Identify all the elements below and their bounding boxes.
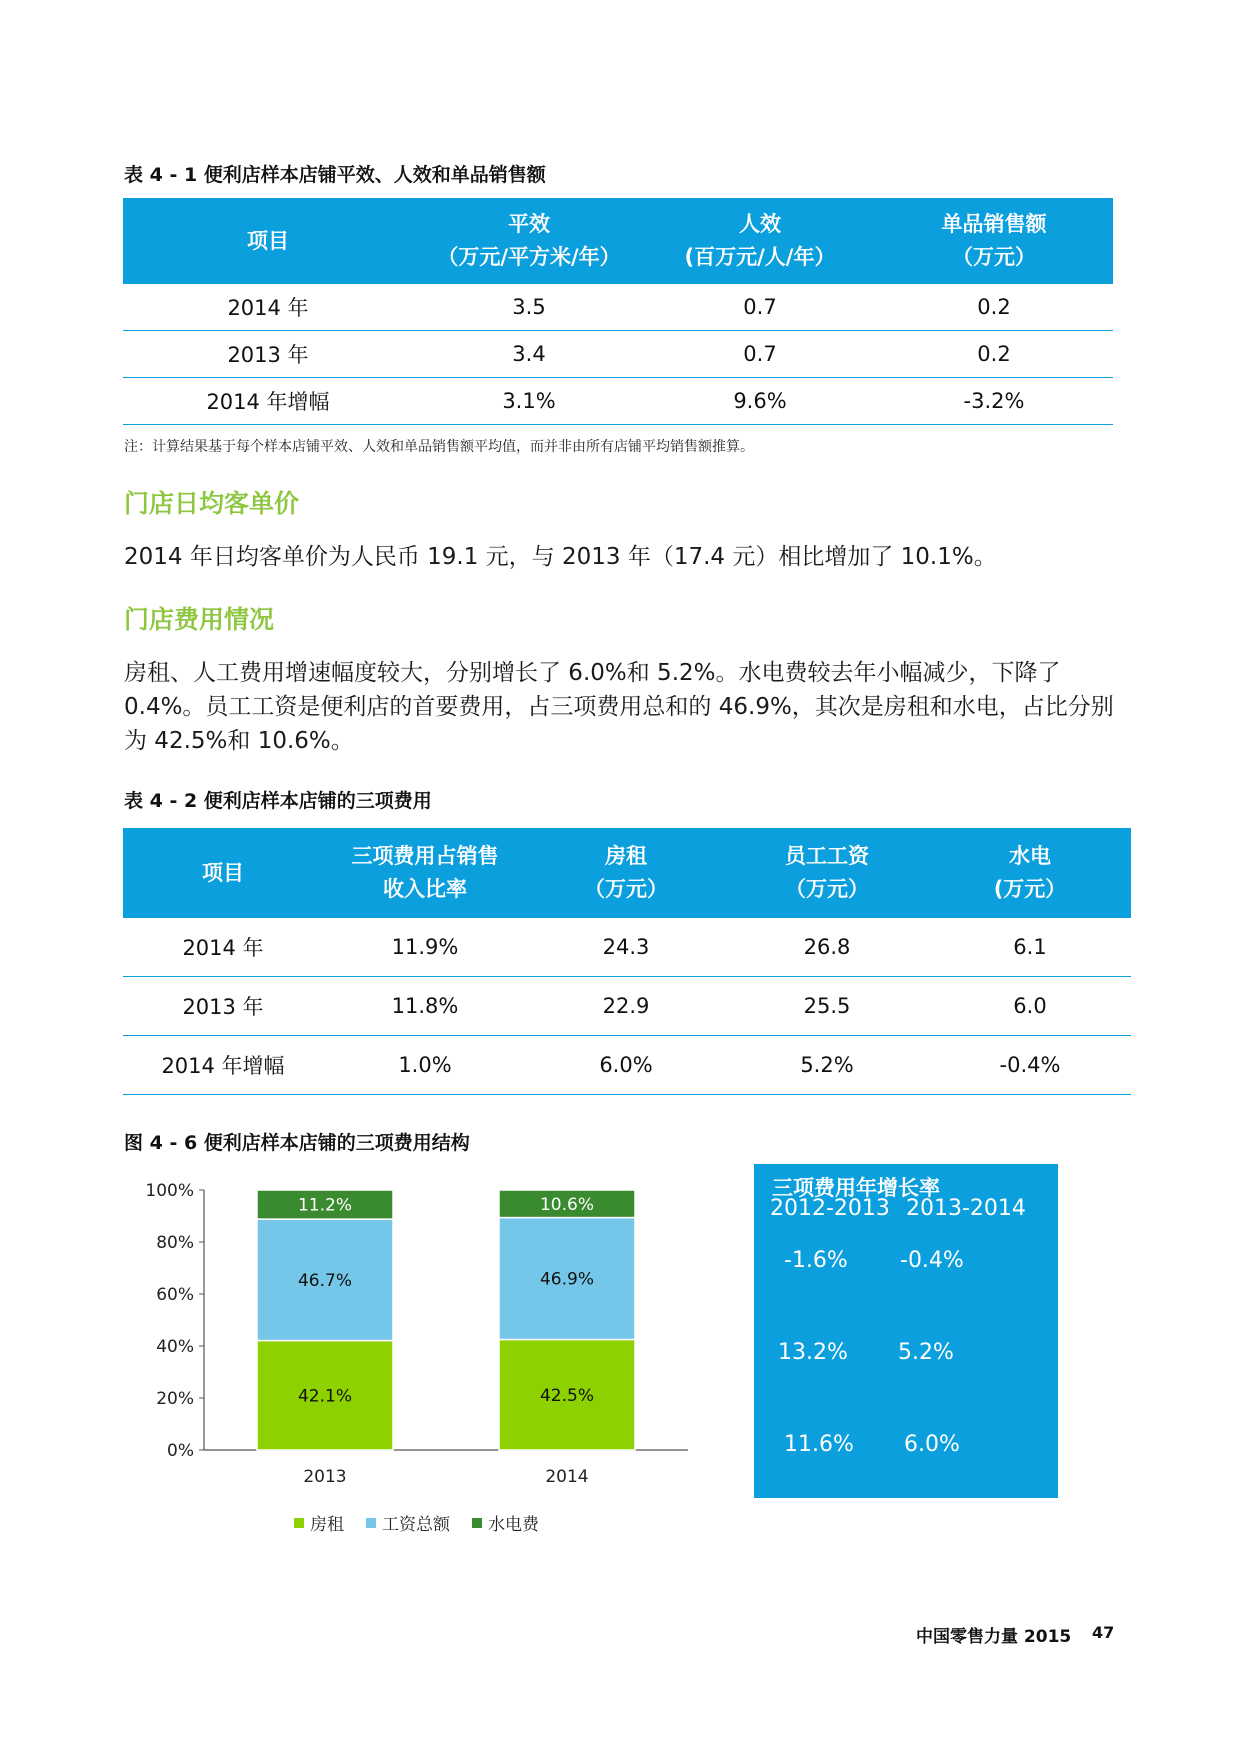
table-cell: 0.7 — [645, 284, 875, 331]
growth-value: 6.0% — [904, 1432, 960, 1457]
table-cell: 2013 年 — [123, 331, 413, 378]
growth-panel-title: 三项费用年增长率 — [772, 1176, 940, 1200]
table1-caption: 表 4 - 1 便利店样本店铺平效、人效和单品销售额 — [124, 164, 546, 186]
table-cell: 2014 年增幅 — [123, 378, 413, 425]
table1-header-staff-efficiency: 人效 (百万元/人/年） — [645, 198, 875, 284]
y-tick-label: 0% — [167, 1441, 194, 1461]
legend-swatch-wages — [366, 1518, 376, 1528]
table-cell: 6.0% — [527, 1036, 725, 1095]
legend-label-utilities: 水电费 — [488, 1515, 539, 1535]
table-cell: 0.2 — [875, 331, 1113, 378]
section1-body: 2014 年日均客单价为人民币 19.1 元，与 2013 年（17.4 元）相比增加了 10.1%。 — [124, 544, 997, 570]
figure-caption: 图 4 - 6 便利店样本店铺的三项费用结构 — [124, 1132, 470, 1154]
table2-header-utilities: 水电 (万元） — [929, 828, 1131, 918]
table-cell: 3.5 — [413, 284, 645, 331]
table-row — [123, 331, 1113, 378]
table2-header-item: 项目 — [123, 828, 323, 918]
bar-data-label: 46.9% — [539, 1269, 595, 1290]
section1-title: 门店日均客单价 — [124, 489, 300, 518]
y-tick-label: 100% — [145, 1181, 194, 1201]
chart-legend — [294, 1510, 561, 1535]
table-row — [123, 1036, 1131, 1095]
legend-swatch-utilities — [472, 1518, 482, 1528]
table-cell: 2014 年增幅 — [123, 1036, 323, 1095]
table-row — [123, 918, 1131, 977]
legend-item-wages — [366, 1510, 450, 1535]
growth-value: 13.2% — [778, 1340, 848, 1365]
table-cell: 24.3 — [527, 918, 725, 977]
y-tick-label: 80% — [156, 1233, 194, 1253]
growth-panel-col1: 2012-2013 — [770, 1196, 890, 1221]
growth-value: -0.4% — [900, 1248, 964, 1273]
table-cell: 9.6% — [645, 378, 875, 425]
table2-header-wages: 员工工资 （万元） — [725, 828, 929, 918]
legend-swatch-rent — [294, 1518, 304, 1528]
stacked-bar-chart — [120, 1170, 700, 1500]
table1-header-area-efficiency: 平效 （万元/平方米/年） — [413, 198, 645, 284]
table-cell: 2014 年 — [123, 284, 413, 331]
table-cell: 26.8 — [725, 918, 929, 977]
bar-data-label: 42.5% — [539, 1385, 595, 1406]
footer-title: 中国零售力量 2015 — [916, 1627, 1072, 1647]
table2-header-rent: 房租 （万元） — [527, 828, 725, 918]
table-cell: 6.1 — [929, 918, 1131, 977]
section2-body: 房租、人工费用增速幅度较大，分别增长了 6.0%和 5.2%。水电费较去年小幅减少，下降了 0.4%。员工工资是便利店的首要费用，占三项费用总和的 46.9%，其次是房租和水电，占比分别为 42.5%和 10.6%。 — [124, 660, 1114, 754]
table-cell: 22.9 — [527, 977, 725, 1036]
table-cell: 2014 年 — [123, 918, 323, 977]
page-number: 47 — [1092, 1623, 1115, 1642]
table-cell: -3.2% — [875, 378, 1113, 425]
table-cell: 2013 年 — [123, 977, 323, 1036]
table-cell: 11.8% — [323, 977, 527, 1036]
table2-header-expense-ratio: 三项费用占销售 收入比率 — [323, 828, 527, 918]
growth-panel-col2: 2013-2014 — [906, 1196, 1026, 1221]
table-cell: 25.5 — [725, 977, 929, 1036]
table-row — [123, 378, 1113, 425]
table-cell: 1.0% — [323, 1036, 527, 1095]
section2-title: 门店费用情况 — [124, 605, 275, 634]
table-cell: 11.9% — [323, 918, 527, 977]
y-tick-label: 40% — [156, 1337, 194, 1357]
bar-data-label: 10.6% — [539, 1194, 595, 1215]
bar-data-label: 42.1% — [297, 1386, 353, 1407]
x-tick-label: 2014 — [545, 1467, 589, 1487]
table1-header-sku-sales: 单品销售额 （万元） — [875, 198, 1113, 284]
table2-caption: 表 4 - 2 便利店样本店铺的三项费用 — [124, 790, 432, 812]
table1-note: 注：计算结果基于每个样本店铺平效、人效和单品销售额平均值，而并非由所有店铺平均销售额推算。 — [124, 439, 754, 455]
table-row — [123, 977, 1131, 1036]
table2 — [123, 828, 1131, 1095]
table2-header-row — [123, 828, 1131, 918]
table-cell: 5.2% — [725, 1036, 929, 1095]
table1-header-row — [123, 198, 1113, 284]
table-row — [123, 284, 1113, 331]
bar-data-label: 46.7% — [297, 1270, 353, 1291]
table-cell: 3.4 — [413, 331, 645, 378]
growth-value: 11.6% — [784, 1432, 854, 1457]
growth-value: -1.6% — [784, 1248, 848, 1273]
x-tick-label: 2013 — [303, 1467, 347, 1487]
table1-header-item: 项目 — [123, 198, 413, 284]
table-cell: 0.2 — [875, 284, 1113, 331]
legend-item-utilities — [472, 1510, 539, 1535]
table-cell: 6.0 — [929, 977, 1131, 1036]
table-cell: 3.1% — [413, 378, 645, 425]
y-tick-label: 60% — [156, 1285, 194, 1305]
table1 — [123, 198, 1113, 425]
legend-label-rent: 房租 — [310, 1515, 344, 1535]
table-cell: 0.7 — [645, 331, 875, 378]
growth-value: 5.2% — [898, 1340, 954, 1365]
growth-rate-panel — [754, 1164, 1058, 1498]
legend-label-wages: 工资总额 — [382, 1515, 450, 1535]
bar-data-label: 11.2% — [297, 1195, 353, 1216]
table-cell: -0.4% — [929, 1036, 1131, 1095]
legend-item-rent — [294, 1510, 344, 1535]
y-tick-label: 20% — [156, 1389, 194, 1409]
